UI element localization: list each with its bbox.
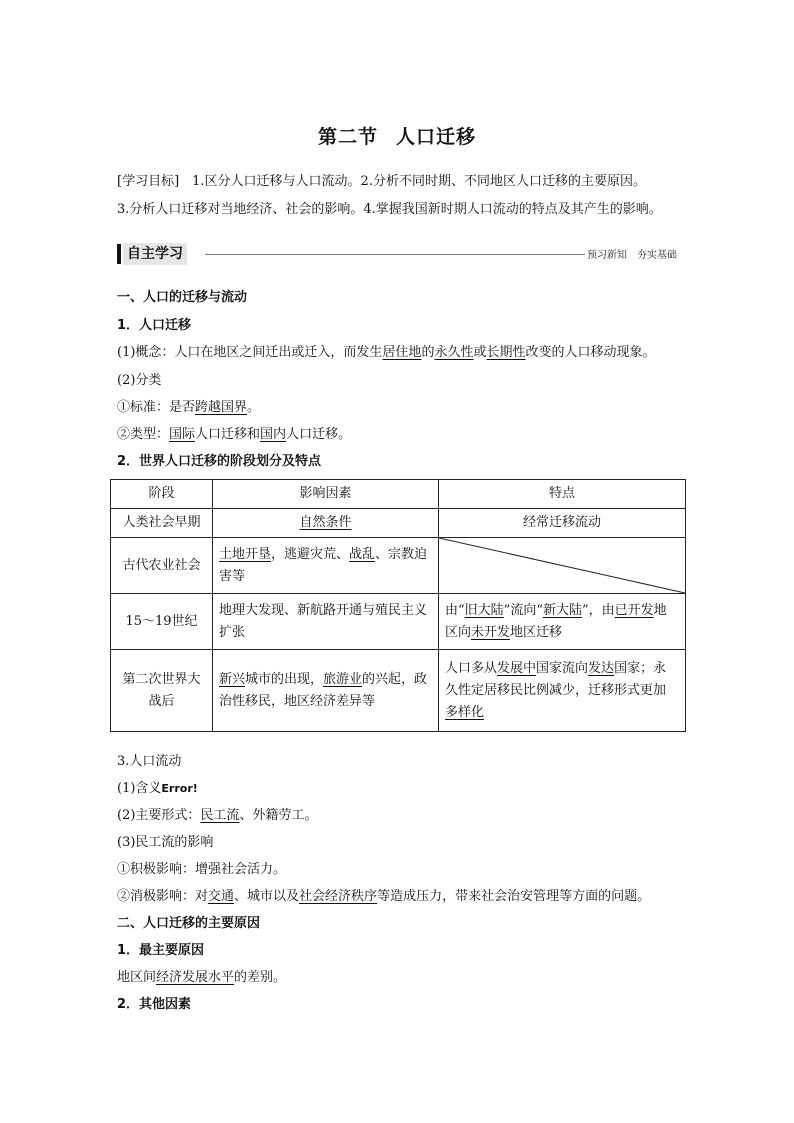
objectives-line-1: [学习目标] 1.区分人口迁移与人口流动。2.分析不同时期、不同地区人口迁移的主要原因。	[117, 174, 646, 189]
text: 、外籍劳工。	[239, 808, 318, 823]
answer-developed-area: 已开发	[614, 602, 654, 618]
text: ①标准：是否	[117, 400, 196, 415]
stage-cell: 人类社会早期	[111, 509, 213, 538]
answer-traffic: 交通	[208, 889, 235, 904]
error-field: Error!	[161, 782, 198, 795]
answer-international: 国际	[169, 427, 196, 442]
answer-border: 跨越国界	[195, 400, 248, 415]
text: 。	[247, 400, 261, 415]
section-rule	[205, 254, 585, 255]
section-marker	[117, 244, 121, 264]
answer-emerging: 新兴	[219, 671, 246, 687]
subheading-migration: 1．人口迁移	[117, 318, 192, 333]
text: ，逃避灾荒、	[271, 546, 350, 562]
heading-2: 二、人口迁移的主要原因	[117, 916, 261, 931]
text: (1)概念：人口在地区之间迁出或迁入，而发生	[117, 345, 383, 360]
text: ②消极影响：对	[117, 889, 209, 904]
text: ”，由	[581, 602, 615, 618]
text: 人口多从	[445, 660, 498, 676]
table-row	[111, 650, 686, 732]
table-header-row	[111, 480, 686, 509]
stage-cell: 第二次世界大战后	[111, 650, 213, 732]
text: 国家流向	[536, 660, 589, 676]
title-topic: 人口迁移	[396, 126, 477, 148]
heading-1: 一、人口的迁移与流动	[117, 290, 248, 305]
page-title	[0, 122, 794, 149]
concept-line	[117, 343, 656, 363]
answer-diversified: 多样化	[445, 704, 485, 720]
header-feature: 特点	[439, 480, 686, 509]
factor-cell	[213, 538, 439, 594]
section-header	[117, 243, 677, 265]
section-subtitle: 预习新知 夯实基础	[587, 250, 677, 261]
text: (2)主要形式：	[117, 808, 201, 823]
migration-stages-table	[110, 479, 686, 732]
feature-cell	[439, 650, 686, 732]
subheading-world-migration: 2．世界人口迁移的阶段划分及特点	[117, 454, 322, 469]
text: 由“	[445, 602, 465, 618]
answer-residence: 居住地	[382, 345, 422, 360]
text: 地区向	[445, 602, 667, 640]
text: 、城市以及	[234, 889, 300, 904]
reason-line	[117, 968, 286, 988]
table-row	[111, 538, 686, 594]
feature-cell: 经常迁移流动	[439, 509, 686, 538]
answer-tourism: 旅游业	[323, 671, 363, 687]
text: (1)含义	[117, 781, 162, 796]
header-stage: 阶段	[111, 480, 213, 509]
types-line	[117, 425, 351, 445]
text: ”流向“	[503, 602, 543, 618]
answer-domestic: 国内	[260, 427, 287, 442]
subheading-main-reason: 1．最主要原因	[117, 943, 205, 958]
table-row	[111, 594, 686, 650]
text: 人口迁移和	[195, 427, 261, 442]
text: 城市的出现，	[245, 671, 324, 687]
text: 的兴起，政治性移民，地区经济差异等	[219, 671, 428, 709]
text: 或	[473, 345, 487, 360]
answer-long-term: 长期性	[486, 345, 526, 360]
impact-heading: (3)民工流的影响	[117, 835, 214, 850]
answer-undeveloped-area: 未开发	[471, 624, 511, 640]
text: ②类型：	[117, 427, 170, 442]
answer-permanent: 永久性	[434, 345, 474, 360]
forms-line	[117, 806, 317, 826]
answer-land: 土地开垦	[219, 546, 272, 562]
subheading-other-factors: 2．其他因素	[117, 997, 192, 1012]
answer-socioeconomic-order: 社会经济秩序	[299, 889, 378, 904]
factor-cell	[213, 509, 439, 538]
title-section-number: 第二节	[317, 126, 378, 148]
negative-impact	[117, 887, 650, 907]
table-row	[111, 509, 686, 538]
factor-cell	[213, 650, 439, 732]
answer-developed: 发达	[588, 660, 615, 676]
text: 的差别。	[234, 970, 287, 985]
text: 国家；永久性定居移民比例减少，迁移形式更加	[445, 660, 667, 698]
stage-cell: 15～19世纪	[111, 594, 213, 650]
answer-migrant-worker-flow: 民工流	[200, 808, 240, 823]
standard-line	[117, 398, 260, 418]
text: 等造成压力，带来社会治安管理等方面的问题。	[377, 889, 651, 904]
answer-old-world: 旧大陆	[464, 602, 504, 618]
meaning-line	[117, 779, 198, 799]
text: 人口迁移。	[286, 427, 352, 442]
feature-cell	[439, 594, 686, 650]
objectives-line-2: 3.分析人口迁移对当地经济、社会的影响。4.掌握我国新时期人口流动的特点及其产生的影响。	[117, 202, 662, 217]
text: 的	[421, 345, 435, 360]
classify-heading: (2)分类	[117, 373, 162, 388]
answer-developing: 发展中	[497, 660, 537, 676]
section-label: 自主学习	[123, 243, 187, 265]
diagonal-line	[439, 538, 685, 593]
text: 地区间	[117, 970, 157, 985]
answer-nature: 自然条件	[299, 515, 352, 530]
header-factor: 影响因素	[213, 480, 439, 509]
answer-economic-level: 经济发展水平	[156, 970, 235, 985]
stage-cell: 古代农业社会	[111, 538, 213, 594]
text: 、宗教迫害等	[219, 546, 428, 584]
answer-war: 战乱	[349, 546, 376, 562]
factor-cell: 地理大发现、新航路开通与殖民主义扩张	[213, 594, 439, 650]
empty-diagonal-cell	[439, 538, 686, 594]
subheading-population-flow: 3.人口流动	[117, 754, 182, 769]
text: 改变的人口移动现象。	[525, 345, 656, 360]
text: 地区迁移	[510, 624, 563, 640]
answer-new-world: 新大陆	[542, 602, 582, 618]
positive-impact: ①积极影响：增强社会活力。	[117, 862, 287, 877]
